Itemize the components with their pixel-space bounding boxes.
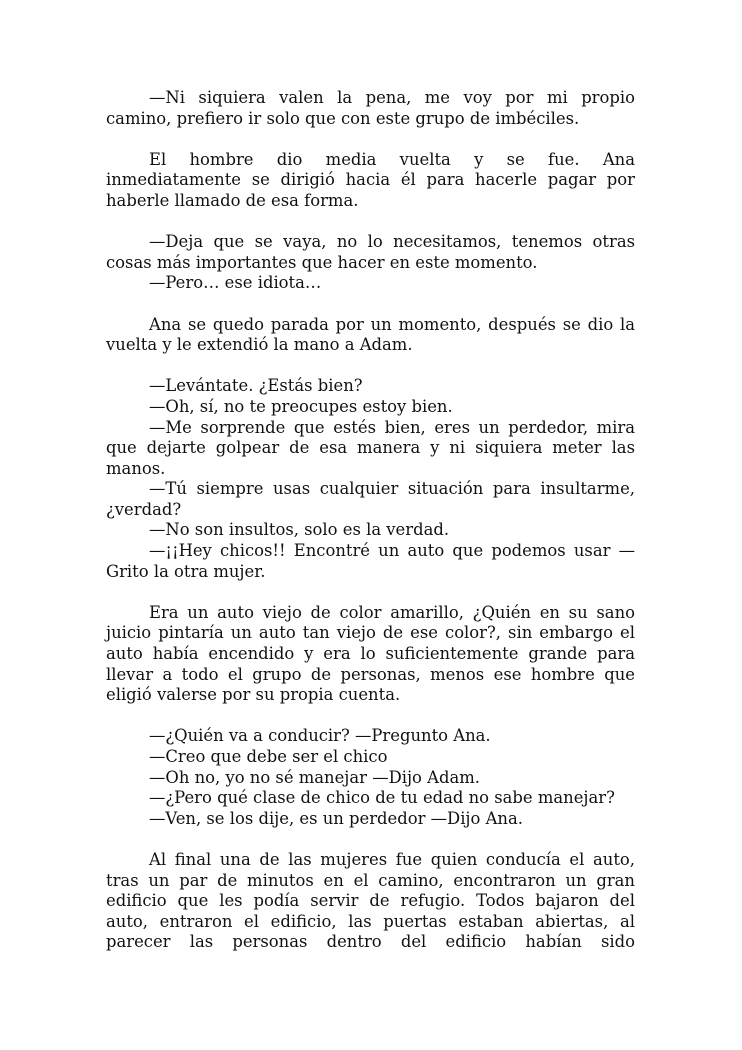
text-line: —Oh no, yo no sé manejar —Dijo Adam. bbox=[149, 767, 480, 787]
text-line: cosas más importantes que hacer en este momento. bbox=[106, 252, 538, 272]
paragraph-gap bbox=[106, 129, 635, 150]
paragraph-gap bbox=[106, 829, 635, 850]
text-line: Era un auto viejo de color amarillo, ¿Quién en su sano bbox=[149, 602, 635, 622]
body-text bbox=[106, 88, 635, 953]
paragraph-gap bbox=[106, 706, 635, 727]
text-line: ¿verdad? bbox=[106, 499, 182, 519]
text-line: El hombre dio media vuelta y se fue. Ana bbox=[149, 149, 635, 169]
text-line: camino, prefiero ir solo que con este grupo de imbéciles. bbox=[106, 108, 580, 128]
text-line: auto, entraron el edificio, las puertas estaban abiertas, al bbox=[106, 911, 635, 931]
text-line: —Deja que se vaya, no lo necesitamos, tenemos otras bbox=[149, 232, 635, 252]
text-line: —Tú siempre usas cualquier situación para insultarme, bbox=[149, 479, 635, 499]
text-line: parecer las personas dentro del edificio habían sido bbox=[106, 932, 635, 952]
text-line: —Levántate. ¿Estás bien? bbox=[149, 376, 363, 396]
text-line: —Oh, sí, no te preocupes estoy bien. bbox=[149, 396, 453, 416]
text-line: —No son insultos, solo es la verdad. bbox=[149, 520, 450, 540]
text-line: Grito la otra mujer. bbox=[106, 561, 266, 581]
text-line: eligió valerse por su propia cuenta. bbox=[106, 685, 401, 705]
text-line: llevar a todo el grupo de personas, menos ese hombre que bbox=[106, 664, 635, 684]
text-line: auto había encendido y era lo suficientemente grande para bbox=[106, 644, 635, 664]
text-line: que dejarte golpear de esa manera y ni siquiera meter las bbox=[106, 438, 635, 458]
text-line: —Pero… ese idiota… bbox=[149, 273, 322, 293]
text-line: —¿Pero qué clase de chico de tu edad no sabe manejar? bbox=[149, 788, 615, 808]
text-line: —Me sorprende que estés bien, eres un perdedor, mira bbox=[149, 417, 635, 437]
text-line: haberle llamado de esa forma. bbox=[106, 190, 359, 210]
text-line: edificio que les podía servir de refugio. Todos bajaron del bbox=[106, 891, 635, 911]
text-line: vuelta y le extendió la mano a Adam. bbox=[106, 335, 413, 355]
text-line: —¡¡Hey chicos!! Encontré un auto que podemos usar — bbox=[149, 541, 635, 561]
paragraph-gap bbox=[106, 356, 635, 377]
text-line: —¿Quién va a conducir? —Pregunto Ana. bbox=[149, 726, 491, 746]
text-line: —Ni siquiera valen la pena, me voy por mi propio bbox=[149, 88, 635, 107]
paragraph-gap bbox=[106, 212, 635, 233]
text-line: —Creo que debe ser el chico bbox=[149, 747, 388, 766]
text-line: Ana se quedo parada por un momento, después se dio la bbox=[149, 314, 635, 334]
paragraph-gap bbox=[106, 582, 635, 603]
paragraph-gap bbox=[106, 294, 635, 315]
text-line: tras un par de minutos en el camino, encontraron un gran bbox=[106, 870, 635, 890]
text-line: Al final una de las mujeres fue quien conducía el auto, bbox=[149, 849, 635, 869]
text-line: manos. bbox=[106, 458, 166, 478]
text-line: juicio pintaría un auto tan viejo de ese color?, sin embargo el bbox=[106, 623, 635, 643]
text-line: inmediatamente se dirigió hacia él para hacerle pagar por bbox=[106, 170, 635, 190]
text-line: —Ven, se los dije, es un perdedor —Dijo Ana. bbox=[149, 808, 523, 828]
